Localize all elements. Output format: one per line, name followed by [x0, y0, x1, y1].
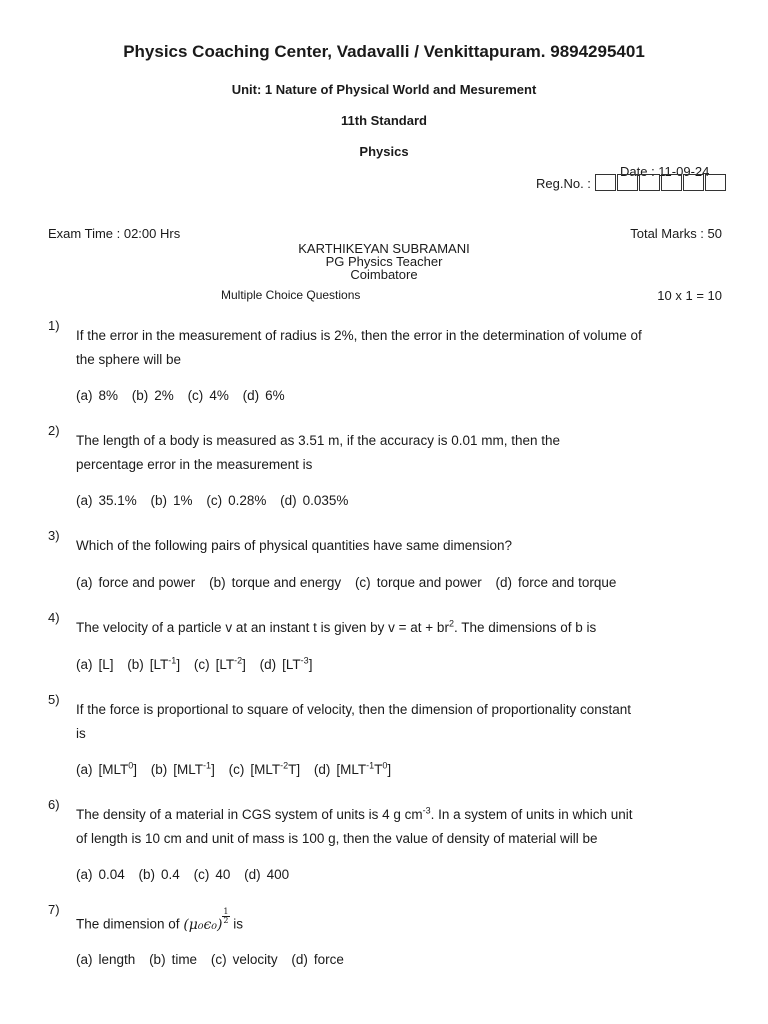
option-a[interactable]: (a) force and power: [76, 575, 196, 590]
reg-box[interactable]: [617, 174, 638, 191]
question-number: 3): [48, 528, 60, 543]
question-line: The velocity of a particle v at an instant t is given by v = at + $br^2$. The dimensions of b is: [76, 618, 597, 635]
option-list: [76, 388, 295, 403]
section-marks: 10 x 1 = 10: [657, 288, 722, 303]
question-number: 5): [48, 692, 60, 707]
question-line: The dimension of (μ₀ϵ₀) $\frac{1}{2}$ is: [76, 907, 244, 933]
question-text: [76, 534, 726, 558]
reg-box[interactable]: [705, 174, 726, 191]
teacher-city: Coimbatore: [350, 267, 418, 282]
teacher-info: [0, 242, 768, 281]
option-c[interactable]: (c) 4%: [187, 388, 229, 403]
option-b[interactable]: (b) time: [149, 952, 198, 967]
question-line: The density of a material in CGS system of units is 4 g $cm^{-3}$. In a system of units in which unit: [76, 805, 633, 822]
question-text: [76, 803, 726, 851]
option-list: [76, 762, 401, 777]
option-d[interactable]: (d) $[LT^{-3}]$: [259, 655, 313, 672]
option-c[interactable]: (c) $[LT^{-2}]$: [193, 655, 246, 672]
question-number: 1): [48, 318, 60, 333]
question-number: 2): [48, 423, 60, 438]
reg-box[interactable]: [639, 174, 660, 191]
reg-box[interactable]: [661, 174, 682, 191]
option-a[interactable]: (a) 0.04: [76, 867, 125, 882]
exam-time: Exam Time : 02:00 Hrs: [48, 226, 181, 241]
option-b[interactable]: (b) $[LT^{-1}]$: [127, 655, 181, 672]
option-d[interactable]: (d) 6%: [242, 388, 285, 403]
question-text: [76, 616, 726, 640]
option-b[interactable]: (b) torque and energy: [209, 575, 342, 590]
option-c[interactable]: (c) $[MLT^{-2}T]$: [228, 760, 301, 777]
section-title: Multiple Choice Questions: [221, 288, 361, 302]
question-line: the sphere will be: [76, 352, 182, 367]
question-line: of length is 10 cm and unit of mass is 100 g, then the value of density of material will be: [76, 831, 598, 846]
center-title: Physics Coaching Center, Vadavalli / Venkittapuram. 9894295401: [123, 42, 645, 61]
question-number: 7): [48, 902, 60, 917]
standard-label: 11th Standard: [341, 113, 427, 128]
question-line: percentage error in the measurement is: [76, 457, 313, 472]
option-a[interactable]: (a) length: [76, 952, 136, 967]
option-list: [76, 867, 299, 882]
question-line: The length of a body is measured as 3.51 m, if the accuracy is 0.01 mm, then the: [76, 433, 561, 448]
option-b[interactable]: (b) 2%: [131, 388, 174, 403]
question-line: Which of the following pairs of physical quantities have same dimension?: [76, 538, 512, 553]
option-a[interactable]: (a) 35.1%: [76, 493, 137, 508]
teacher-role: PG Physics Teacher: [325, 254, 443, 269]
question-number: 6): [48, 797, 60, 812]
reg-box[interactable]: [683, 174, 704, 191]
option-c[interactable]: (c) 0.28%: [206, 493, 267, 508]
subject-label: Physics: [359, 144, 409, 159]
question-text: [76, 429, 726, 477]
option-list: [76, 657, 322, 672]
option-d[interactable]: (d) force: [291, 952, 344, 967]
option-b[interactable]: (b) $[MLT^{-1}]$: [150, 760, 215, 777]
option-b[interactable]: (b) 1%: [150, 493, 193, 508]
question-line: is: [76, 726, 86, 741]
option-list: [76, 493, 358, 508]
unit-title: Unit: 1 Nature of Physical World and Mesurement: [231, 82, 537, 97]
option-d[interactable]: (d) 400: [244, 867, 290, 882]
option-d[interactable]: (d) $[MLT^{-1}T^0]$: [313, 760, 392, 777]
option-list: [76, 575, 626, 590]
option-d[interactable]: (d) 0.035%: [280, 493, 349, 508]
option-d[interactable]: (d) force and torque: [495, 575, 617, 590]
exam-date: Date : 11-09-24: [620, 164, 710, 179]
question-line: If the force is proportional to square of velocity, then the dimension of proportionality constant: [76, 702, 632, 717]
question-text: [76, 324, 726, 372]
option-list: [76, 952, 354, 967]
question-text: [76, 698, 726, 746]
fraction-exponent: $\frac{1}{2}$: [223, 907, 229, 925]
option-c[interactable]: (c) 40: [193, 867, 231, 882]
reg-number: [536, 174, 727, 194]
option-a[interactable]: (a) [MLT$^0$]: [76, 760, 138, 777]
question-line: If the error in the measurement of radius is 2%, then the error in the determination of volume of: [76, 328, 642, 343]
reg-number-label: Reg.No. :: [536, 176, 591, 191]
option-c[interactable]: (c) velocity: [210, 952, 278, 967]
math-expression: (μ₀ϵ₀) $\frac{1}{2}$: [183, 907, 229, 933]
total-marks: Total Marks : 50: [630, 226, 722, 241]
reg-box[interactable]: [595, 174, 616, 191]
option-a[interactable]: (a) 8%: [76, 388, 119, 403]
option-c[interactable]: (c) torque and power: [354, 575, 482, 590]
teacher-name: KARTHIKEYAN SUBRAMANI: [298, 241, 470, 256]
reg-number-boxes[interactable]: [595, 174, 727, 194]
question-text: [76, 908, 726, 937]
question-number: 4): [48, 610, 60, 625]
option-a[interactable]: (a) [L]: [76, 657, 114, 672]
option-b[interactable]: (b) 0.4: [138, 867, 180, 882]
